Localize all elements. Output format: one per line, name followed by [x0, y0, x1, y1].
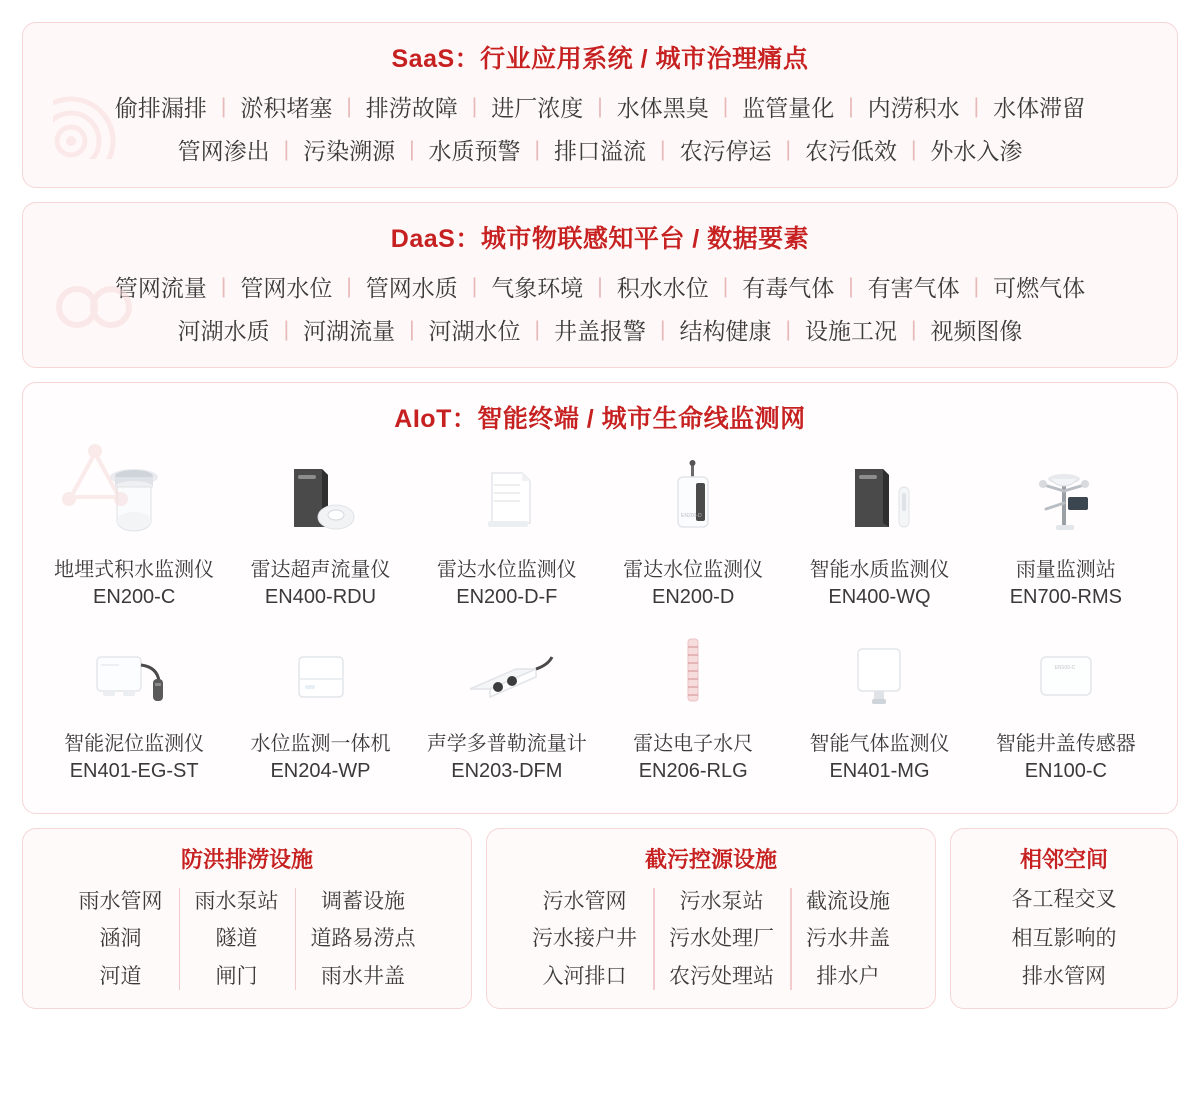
rain-gauge-station-icon [1016, 457, 1116, 545]
tag-separator: | [471, 275, 478, 298]
tag-separator: | [722, 95, 729, 118]
saas-tag: 排口溢流 [554, 138, 646, 164]
tag-separator: | [346, 275, 352, 298]
tag-separator: | [597, 275, 603, 298]
facility-item: 截流设施 [806, 889, 890, 913]
device-model: EN400-WQ [828, 586, 931, 608]
facility-column [516, 884, 653, 994]
daas-tag-row [23, 265, 1177, 308]
tag-separator: | [785, 318, 791, 341]
daas-tag: 井盖报警 [554, 318, 646, 344]
daas-tag: 管网流量 [114, 275, 207, 301]
saas-tag: 水质预警 [428, 138, 521, 164]
device-name: 水位监测一体机 [250, 733, 391, 755]
saas-card [22, 22, 1178, 188]
device-model: EN700-RMS [1009, 586, 1122, 608]
device-name: 雷达水位监测仪 [623, 559, 764, 581]
radar-ultrasonic-flowmeter-icon [270, 457, 370, 545]
saas-title [23, 23, 1177, 85]
tag-separator: | [722, 275, 729, 298]
tag-separator: | [785, 138, 791, 161]
device-item [414, 451, 600, 621]
daas-tag: 河湖水位 [428, 318, 521, 344]
device-name: 雷达水位监测仪 [436, 559, 577, 581]
adjacent-space-columns [957, 884, 1171, 994]
gas-monitor-icon [834, 631, 924, 719]
facility-item: 排水管网 [1022, 965, 1106, 989]
saas-tag: 水体黑臭 [616, 95, 709, 121]
facility-column [63, 884, 179, 994]
facility-item: 污水管网 [542, 889, 627, 913]
daas-tag: 管网水位 [240, 275, 333, 301]
flood-control-card [22, 828, 472, 1009]
daas-title-main: 城市物联感知平台 / 数据要素 [480, 225, 810, 253]
daas-tags [23, 265, 1177, 367]
saas-tag: 水体滞留 [993, 95, 1086, 121]
saas-tag: 内涝积水 [867, 95, 960, 121]
daas-tag: 管网水质 [365, 275, 458, 301]
device-model: EN206-RLG [638, 760, 748, 782]
device-item[interactable] [227, 451, 413, 621]
saas-tag-row [23, 85, 1177, 128]
aiot-title [23, 383, 1177, 445]
tag-separator: | [534, 318, 540, 341]
device-model: EN100-C [1024, 760, 1107, 782]
facility-item: 闸门 [215, 964, 258, 988]
facility-column [653, 884, 790, 994]
facility-item: 排水户 [816, 964, 880, 988]
tag-separator: | [910, 318, 917, 341]
device-grid [23, 445, 1177, 813]
saas-tag: 农污低效 [804, 138, 897, 164]
device-item [227, 625, 413, 795]
device-item [786, 625, 972, 795]
device-model: EN204-WP [270, 760, 371, 782]
pollution-control-card [486, 828, 936, 1009]
facility-row [22, 828, 1178, 1009]
pollution-control-columns [493, 884, 929, 994]
daas-title [23, 203, 1177, 265]
adjacent-space-title: 相邻空间 [1019, 847, 1108, 872]
tag-separator: | [409, 318, 415, 341]
aiot-card [22, 382, 1178, 814]
device-item [414, 625, 600, 795]
daas-tag: 视频图像 [930, 318, 1023, 344]
device-model: EN400-RDU [264, 586, 377, 608]
daas-card [22, 202, 1178, 368]
tag-separator: | [910, 138, 917, 161]
aiot-title-main: 智能终端 / 城市生命线监测网 [477, 405, 806, 433]
facility-item: 雨水泵站 [194, 889, 279, 913]
sludge-level-monitor-icon [79, 631, 189, 719]
saas-tag-row [23, 128, 1177, 171]
device-item[interactable] [41, 451, 227, 621]
flood-control-columns [29, 884, 465, 994]
facility-item: 隧道 [215, 927, 258, 951]
buried-waterlogging-sensor-icon [91, 457, 177, 545]
device-item [973, 451, 1159, 621]
device-name: 雷达电子水尺 [633, 733, 754, 755]
manhole-cover-sensor-icon [1021, 631, 1111, 719]
device-name: 雷达超声流量仪 [250, 559, 391, 581]
integrated-level-monitor-icon [277, 631, 363, 719]
device-name: 雨量监测站 [1015, 559, 1116, 581]
electronic-water-gauge-icon [663, 631, 723, 719]
facility-item: 相互影响的 [1011, 926, 1117, 950]
svg-text:EN100-C: EN100-C [1054, 665, 1076, 671]
daas-tag-row [23, 308, 1177, 351]
device-model: EN401-MG [829, 760, 930, 782]
device-name: 地埋式积水监测仪 [54, 559, 215, 581]
facility-item: 涵洞 [99, 927, 142, 951]
tag-separator: | [283, 318, 290, 341]
tag-separator: | [346, 95, 352, 118]
daas-tag: 河湖流量 [303, 318, 396, 344]
tag-separator: | [660, 318, 666, 341]
saas-tag: 淤积堵塞 [240, 95, 333, 121]
facility-column [790, 884, 906, 994]
device-name: 智能气体监测仪 [809, 733, 950, 755]
daas-tag: 有害气体 [867, 275, 960, 301]
tag-separator: | [220, 95, 227, 118]
tag-separator: | [597, 95, 603, 118]
device-model: EN200-D-F [456, 586, 558, 608]
tag-separator: | [220, 275, 227, 298]
device-model: EN200-C [93, 586, 176, 608]
saas-tag: 污染溯源 [303, 138, 396, 164]
device-name: 声学多普勒流量计 [426, 733, 587, 755]
tag-separator: | [534, 138, 540, 161]
daas-tag: 积水水位 [616, 275, 709, 301]
facility-item: 污水井盖 [806, 927, 890, 951]
device-name: 智能水质监测仪 [809, 559, 950, 581]
saas-tag: 外水入渗 [930, 138, 1023, 164]
facility-item: 入河排口 [542, 964, 627, 988]
facility-item: 道路易涝点 [310, 927, 416, 951]
facility-item: 调蓄设施 [321, 889, 405, 913]
daas-tag: 结构健康 [679, 318, 772, 344]
daas-title-prefix: DaaS： [390, 225, 481, 253]
device-name: 智能井盖传感器 [995, 733, 1136, 755]
device-model: EN401-EG-ST [69, 760, 199, 782]
saas-tag: 进厂浓度 [491, 95, 584, 121]
saas-title-prefix: SaaS： [391, 45, 481, 73]
tag-separator: | [409, 138, 415, 161]
svg-text:EN200-D: EN200-D [681, 513, 702, 519]
saas-tag: 监管量化 [742, 95, 835, 121]
facility-item: 污水接户井 [532, 927, 637, 951]
adjacent-space-card [950, 828, 1178, 1009]
facility-item: 各工程交叉 [1011, 888, 1117, 911]
facility-item: 河道 [99, 964, 142, 988]
device-item [600, 451, 786, 621]
radar-level-meter-icon [650, 457, 736, 545]
saas-tag: 偷排漏排 [114, 95, 207, 121]
facility-item: 污水处理厂 [669, 927, 774, 951]
saas-tag: 农污停运 [679, 138, 772, 164]
facility-column [179, 884, 295, 994]
device-model: EN203-DFM [451, 760, 563, 782]
water-quality-monitor-icon [829, 457, 929, 545]
facility-column [1002, 884, 1127, 994]
tag-separator: | [848, 95, 854, 118]
device-item [786, 451, 972, 621]
radar-level-meter-f-icon [464, 457, 550, 545]
saas-title-main: 行业应用系统 / 城市治理痛点 [480, 45, 809, 73]
daas-tag: 设施工况 [804, 318, 897, 344]
tag-separator: | [973, 275, 980, 298]
facility-item: 雨水管网 [78, 889, 163, 913]
doppler-flowmeter-icon [452, 631, 562, 719]
device-item [973, 625, 1159, 795]
tag-separator: | [973, 95, 980, 118]
tag-separator: | [471, 95, 478, 118]
device-item [600, 625, 786, 795]
daas-tag: 气象环境 [491, 275, 584, 301]
device-item [41, 625, 227, 795]
device-model: EN200-D [652, 586, 735, 608]
flood-control-title: 防洪排涝设施 [180, 847, 313, 872]
saas-tag: 管网渗出 [177, 138, 270, 164]
aiot-title-prefix: AIoT： [394, 405, 478, 433]
facility-item: 雨水井盖 [321, 964, 405, 988]
saas-tag: 排涝故障 [365, 95, 458, 121]
saas-tags [23, 85, 1177, 187]
tag-separator: | [848, 275, 854, 298]
device-name: 智能泥位监测仪 [64, 733, 205, 755]
tag-separator: | [283, 138, 290, 161]
facility-item: 农污处理站 [669, 964, 774, 988]
tag-separator: | [660, 138, 666, 161]
daas-tag: 有毒气体 [742, 275, 835, 301]
facility-item: 污水泵站 [679, 889, 764, 913]
daas-tag: 河湖水质 [177, 318, 270, 344]
facility-column [295, 884, 432, 994]
pollution-control-title: 截污控源设施 [644, 847, 777, 872]
daas-tag: 可燃气体 [993, 275, 1086, 301]
